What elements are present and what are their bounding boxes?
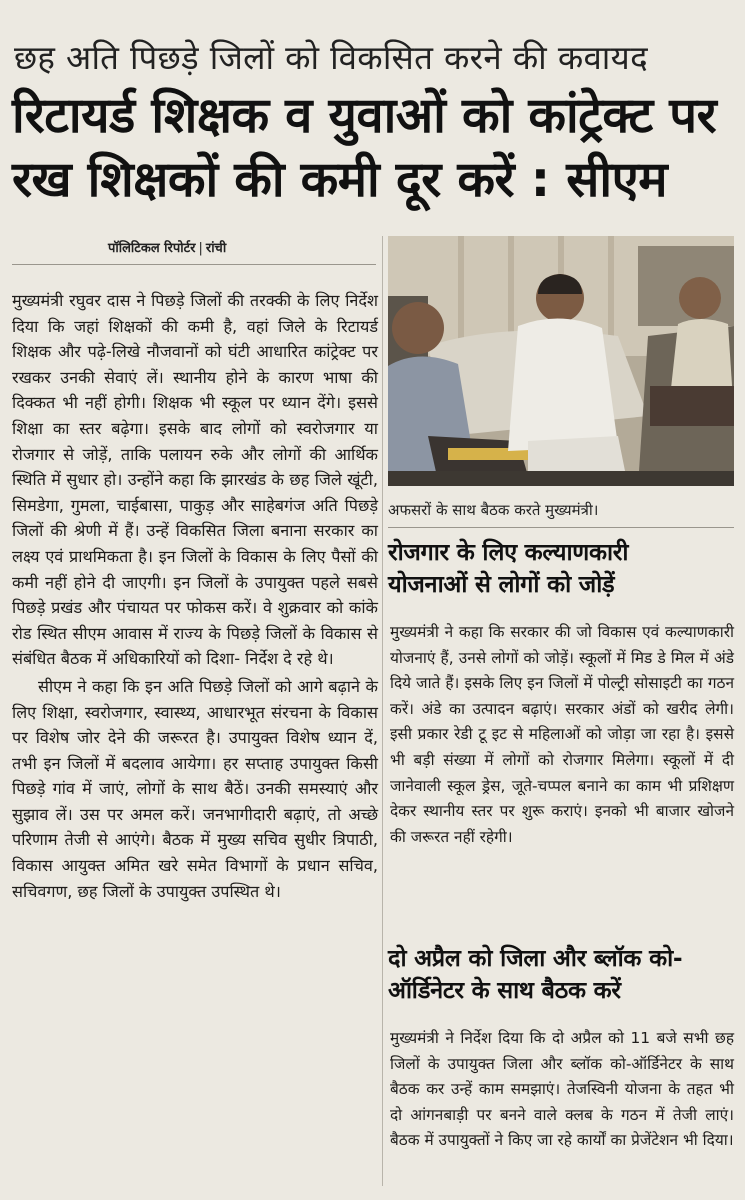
meeting-photo	[388, 236, 734, 486]
column-divider	[382, 236, 383, 1186]
byline-city: रांची	[205, 241, 227, 256]
body-paragraph-2: सीएम ने कहा कि इन अति पिछड़े जिलों को आगे बढ़ाने के लिए शिक्षा, स्वरोजगार, स्वास्थ्य, आधारभूत संरचना के विकास पर विशेष जोर देने की जरूरत है। उपायुक्त विशेष ध्यान दें, तभी इन जिलों में बदलाव आयेगा। हर सप्ताह उपायुक्त किसी पिछड़े गांव में जाएं, लोगों के साथ बैठें। उनकी समस्याएं और सुझाव लें। उस पर अमल करें। जनभागीदारी बढ़ाएं, तो अच्छे परिणाम तेजी से आएंगे। बैठक में मुख्य सचिव सुधीर त्रिपाठी, विकास आयुक्त अमित खरे समेत विभागों के प्रधान सचिव, सचिवगण, छह जिलों के उपायुक्त उपस्थित थे।	[12, 676, 378, 901]
section-text-meeting: मुख्यमंत्री ने निर्देश दिया कि दो अप्रैल को 11 बजे सभी छह जिलों के उपायुक्त जिला और ब्लॉक को-ऑर्डिनेटर के साथ बैठक कर उन्हें काम समझाएं। तेजस्विनी योजना के तहत भी दो आंगनबाड़ी पर बनने वाले क्लब के गठन में तेजी लाएं। बैठक में उपायुक्तों ने किए जा रहे कार्यों का प्रेजेंटेशन भी दिया।	[390, 1029, 734, 1150]
byline	[108, 238, 226, 256]
article-body	[12, 288, 378, 904]
section-heading-meeting-line-2: ऑर्डिनेटर के साथ बैठक करें	[388, 976, 621, 1004]
meeting-photo-illustration	[388, 236, 734, 486]
byline-reporter: पॉलिटिकल रिपोर्टर	[108, 241, 196, 256]
main-headline	[12, 84, 736, 212]
headline-line-2: रख शिक्षकों की कमी दूर करें : सीएम	[12, 151, 667, 208]
section-heading-employment-line-2: योजनाओं से लोगों को जोड़ें	[388, 570, 615, 598]
body-paragraph-1: मुख्यमंत्री रघुवर दास ने पिछड़े जिलों की तरक्की के लिए निर्देश दिया कि जहां शिक्षकों की कमी है, वहां जिले के रिटायर्ड शिक्षक और पढ़े-लिखे नौजवानों को घंटी आधारित कांट्रेक्ट पर रखकर उनकी सेवाएं लें। स्थानीय होने के कारण भाषा की दिक्कत भी नहीं होगी। शिक्षक भी स्कूल पर ध्यान देंगे। इससे शिक्षा का स्तर बढ़ेगा। इसके बाद लोगों को स्वरोजगार या रोजगार से जोड़ें, ताकि पलायन रुके और लोगों की आर्थिक स्थिति में सुधार हो। उन्होंने कहा कि झारखंड के छह जिले खूंटी, सिमडेगा, गुमला, चाईबासा, पाकुड़ और साहेबगंज अति पिछड़े जिलों की श्रेणी में हैं। उन्हें विकसित जिला बनाना सरकार का लक्ष्य एवं प्राथमिकता है। इन जिलों के विकास के लिए पैसों की कमी नहीं होने दी जाएगी। इन जिलों के उपायुक्त पहले सबसे पिछड़े प्रखंड और पंचायत पर फोकस करें। वे शुक्रवार को कांके रोड स्थित सीएम आवास में राज्य के पिछड़े जिलों के विकास से संबंधित बैठक में अधिकारियों को दिशा- निर्देश दे रहे थे।	[12, 291, 378, 669]
caption-rule	[388, 527, 734, 528]
kicker-headline: छह अति पिछड़े जिलों को विकसित करने की कवायद	[14, 38, 648, 77]
photo-caption: अफसरों के साथ बैठक करते मुख्यमंत्री।	[388, 501, 599, 519]
section-heading-meeting	[388, 942, 734, 1006]
byline-separator: |	[198, 241, 203, 256]
headline-line-1: रिटायर्ड शिक्षक व युवाओं को कांट्रेक्ट पर	[12, 87, 717, 144]
section-heading-employment	[388, 536, 734, 600]
section-heading-employment-line-1: रोजगार के लिए कल्याणकारी	[388, 538, 629, 566]
section-text-employment: मुख्यमंत्री ने कहा कि सरकार की जो विकास एवं कल्याणकारी योजनाएं हैं, उनसे लोगों को जोड़ें। स्कूलों में मिड डे मिल में अंडे दिये जाते हैं। इसके लिए इन जिलों में पोल्ट्री सोसाइटी का गठन करें। अंडे का उत्पादन बढ़ाएं। सरकार अंडों को खरीद लेगी। इसी प्रकार रेडी टू इट से महिलाओं को जोड़ा जा रहा है। इससे भी बड़ी संख्या में लोगों को रोजगार मिलेगा। स्कूलों में दी जानेवाली स्कूल ड्रेस, जूते-चप्पल बनाने का काम भी प्रशिक्षण देकर स्थानीय स्तर पर शुरू कराएं। इनको भी बाजार खोजने की जरूरत नहीं रहेगी।	[390, 623, 734, 846]
byline-rule	[12, 264, 376, 265]
section-heading-meeting-line-1: दो अप्रैल को जिला और ब्लॉक को-	[388, 944, 683, 972]
